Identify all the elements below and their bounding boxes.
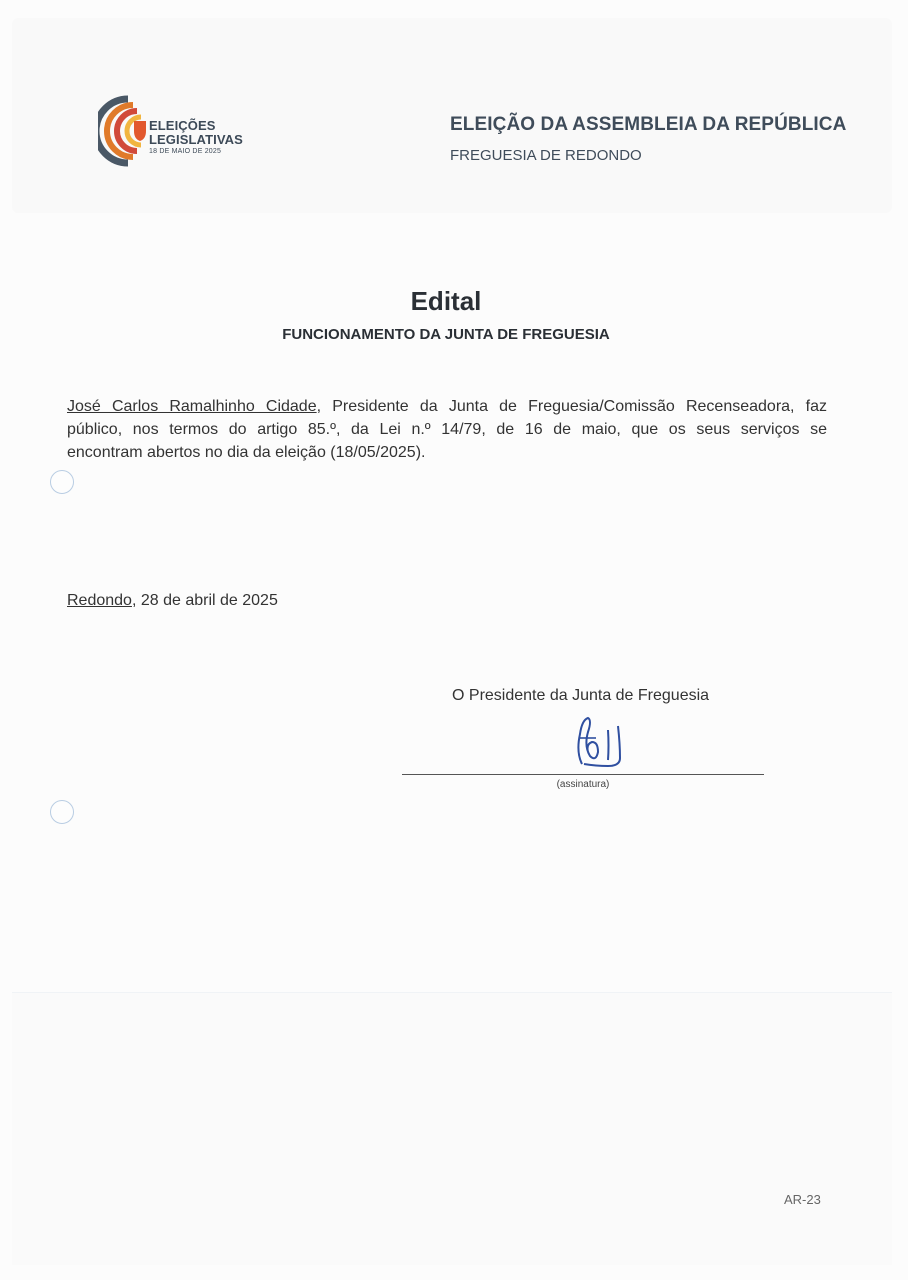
body-line-1	[67, 395, 827, 418]
footer-band	[12, 992, 892, 1265]
elections-logo	[98, 95, 258, 167]
edital-subtitle: FUNCIONAMENTO DA JUNTA DE FREGUESIA	[282, 326, 610, 343]
president-name: José Carlos Ramalhinho Cidade	[67, 398, 317, 415]
body-paragraph	[67, 395, 827, 464]
signature-line	[402, 774, 764, 775]
punch-hole-bottom	[50, 800, 74, 824]
date-text: , 28 de abril de 2025	[131, 592, 278, 609]
president-label: O Presidente da Junta de Freguesia	[452, 687, 710, 704]
punch-hole-top	[50, 470, 74, 494]
place-date	[67, 592, 278, 610]
body-line-2: público, nos termos do artigo 85.º, da Lei n.º 14/79, de 16 de maio, que os seus serviços se	[67, 421, 827, 438]
logo-line1: ELEIÇÕES	[149, 118, 216, 133]
signature-caption: (assinatura)	[556, 779, 610, 790]
edital-title: Edital	[410, 286, 482, 316]
reference-code: AR-23	[784, 1192, 821, 1207]
body-line-1-rest: , Presidente da Junta de Freguesia/Comissão Recenseadora, faz	[316, 398, 828, 415]
logo-date: 18 DE MAIO DE 2025	[149, 148, 222, 155]
logo-line2: LEGISLATIVAS	[149, 132, 243, 147]
place-name: Redondo	[67, 592, 132, 609]
body-line-3: encontram abertos no dia da eleição (18/05/2025).	[67, 444, 426, 461]
header-subtitle: FREGUESIA DE REDONDO	[450, 147, 642, 164]
logo-text	[149, 119, 243, 157]
handwritten-signature	[568, 712, 638, 772]
header-title: ELEIÇÃO DA ASSEMBLEIA DA REPÚBLICA	[450, 114, 847, 135]
